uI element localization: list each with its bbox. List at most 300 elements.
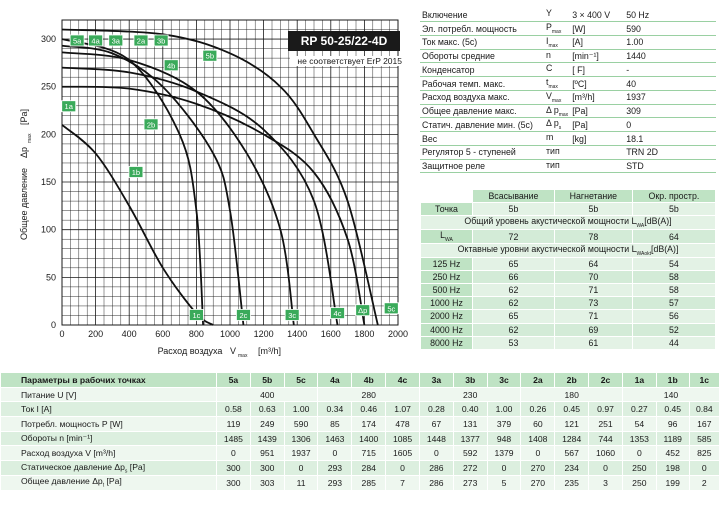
point-tag-text: 5b bbox=[205, 51, 215, 61]
spec-symbol bbox=[544, 77, 570, 91]
ops-cell: 1284 bbox=[555, 431, 589, 446]
ops-row-label bbox=[1, 461, 217, 476]
spec-symbol bbox=[544, 104, 570, 118]
ops-cell: 3 bbox=[589, 475, 623, 490]
x-axis-symbol-sub: max bbox=[238, 353, 248, 359]
x-axis-label: Расход воздуха bbox=[157, 346, 223, 356]
ops-cell: 0 bbox=[217, 446, 251, 461]
ops-cell: 0.63 bbox=[250, 402, 284, 417]
spec-value: 50 Hz bbox=[624, 8, 716, 22]
spec-unit: [Pa] bbox=[570, 104, 624, 118]
x-tick-label: 0 bbox=[59, 329, 65, 339]
spec-symbol-text: C bbox=[546, 63, 553, 74]
acoustic-point-label: Точка bbox=[421, 203, 473, 216]
spec-label: Рабочая темп. макс. bbox=[420, 77, 544, 91]
x-tick-label: 1400 bbox=[287, 329, 308, 339]
acoustic-band-value: 65 bbox=[473, 257, 555, 270]
spec-value: 18.1 bbox=[624, 132, 716, 146]
acoustic-band-value: 70 bbox=[554, 270, 632, 283]
x-tick-label: 2000 bbox=[387, 329, 409, 339]
spec-symbol-sub: max bbox=[551, 97, 562, 104]
x-tick-label: 1600 bbox=[320, 329, 341, 339]
spec-symbol-text: тип bbox=[546, 145, 560, 156]
spec-row bbox=[420, 35, 716, 49]
x-axis-unit: [m³/h] bbox=[258, 346, 282, 356]
x-tick-label: 1000 bbox=[219, 329, 241, 339]
ops-row-label bbox=[1, 402, 217, 417]
acoustic-band-value: 62 bbox=[473, 297, 555, 310]
acoustic-band-value: 65 bbox=[473, 310, 555, 323]
spec-label: Расход воздуха макс. bbox=[420, 90, 544, 104]
ops-data-row bbox=[1, 461, 720, 476]
ops-cell: 1485 bbox=[217, 431, 251, 446]
acoustic-total-title-text: Общий уровень акустической мощности L bbox=[464, 216, 637, 227]
ops-point-header: 4a bbox=[318, 373, 352, 388]
ops-data-row bbox=[1, 431, 720, 446]
point-tag-text: 2b bbox=[146, 120, 156, 130]
ops-cell: 1.00 bbox=[487, 402, 521, 417]
x-tick-label: 400 bbox=[121, 329, 137, 339]
ops-cell: 744 bbox=[589, 431, 623, 446]
spec-row bbox=[420, 22, 716, 36]
acoustic-col-header: Нагнетание bbox=[554, 190, 632, 203]
y-tick-label: 150 bbox=[40, 177, 56, 188]
spec-row bbox=[420, 77, 716, 91]
ops-cell: 0.28 bbox=[419, 402, 453, 417]
acoustic-point-value: 5b bbox=[554, 203, 632, 216]
acoustic-total-label-text: L bbox=[440, 230, 446, 241]
ops-row-label-sub: s bbox=[124, 468, 128, 475]
spec-row bbox=[420, 118, 716, 132]
ops-row-label-unit: [Pa] bbox=[104, 476, 122, 487]
spec-symbol bbox=[544, 159, 570, 173]
spec-unit: [A] bbox=[570, 35, 624, 49]
ops-row-label-text: Обороты n [min⁻¹] bbox=[21, 433, 93, 444]
ops-point-header: 2a bbox=[521, 373, 555, 388]
ops-cell: 478 bbox=[386, 417, 420, 432]
spec-value: STD bbox=[624, 159, 716, 173]
ops-point-header: 3a bbox=[419, 373, 453, 388]
ops-cell: 0.45 bbox=[656, 402, 689, 417]
spec-unit: [Pa] bbox=[570, 118, 624, 132]
spec-symbol bbox=[544, 90, 570, 104]
acoustic-total-title-unit: [dB(A)] bbox=[644, 216, 672, 227]
ops-cell: 293 bbox=[318, 475, 352, 490]
spec-label: Ток макс. (5с) bbox=[420, 35, 544, 49]
ops-cell: 1060 bbox=[589, 446, 623, 461]
ops-cell: 590 bbox=[284, 417, 318, 432]
acoustic-band-value: 73 bbox=[554, 297, 632, 310]
x-tick-label: 600 bbox=[155, 329, 171, 339]
acoustic-band-row bbox=[421, 323, 716, 336]
spec-unit: [W] bbox=[570, 22, 624, 36]
ops-cell: 270 bbox=[521, 461, 555, 476]
acoustic-corner bbox=[421, 190, 473, 203]
ops-cell: 0.26 bbox=[521, 402, 555, 417]
spec-row bbox=[420, 90, 716, 104]
acoustic-band-value: 62 bbox=[473, 323, 555, 336]
spec-label: Конденсатор bbox=[420, 63, 544, 77]
point-tag-text: 3b bbox=[156, 36, 166, 46]
spec-value: 0 bbox=[624, 118, 716, 132]
ops-cell: 951 bbox=[250, 446, 284, 461]
ops-point-header: 5b bbox=[250, 373, 284, 388]
acoustic-band-freq: 2000 Hz bbox=[421, 310, 473, 323]
spec-value: 1.00 bbox=[624, 35, 716, 49]
ops-cell: 0.27 bbox=[622, 402, 656, 417]
spec-label: Регулятор 5 - ступеней bbox=[420, 145, 544, 159]
ops-cell: 60 bbox=[521, 417, 555, 432]
acoustic-total-title-row bbox=[421, 216, 716, 230]
spec-value: 40 bbox=[624, 77, 716, 91]
acoustic-table bbox=[420, 189, 716, 350]
ops-cell: 0.34 bbox=[318, 402, 352, 417]
spec-row bbox=[420, 132, 716, 146]
acoustic-total-row bbox=[421, 230, 716, 244]
point-tag-text: 5c bbox=[387, 304, 396, 314]
ops-row-label-sub: t bbox=[102, 483, 105, 490]
ops-point-header: 1a bbox=[622, 373, 656, 388]
acoustic-band-value: 57 bbox=[632, 297, 715, 310]
performance-chart bbox=[0, 0, 420, 370]
y-tick-label: 200 bbox=[40, 129, 56, 140]
ops-cell: 234 bbox=[555, 461, 589, 476]
ops-row-label-text: Статическое давление Δp bbox=[21, 461, 125, 472]
x-tick-label: 200 bbox=[88, 329, 104, 339]
spec-unit: [ F] bbox=[570, 63, 624, 77]
spec-value: 1440 bbox=[624, 49, 716, 63]
spec-unit: [kg] bbox=[570, 132, 624, 146]
ops-cell: 0 bbox=[487, 461, 521, 476]
spec-symbol-sub: max bbox=[548, 42, 558, 49]
y-tick-label: 0 bbox=[50, 320, 56, 330]
acoustic-header-row bbox=[421, 190, 716, 203]
spec-unit: [ºC] bbox=[570, 77, 624, 91]
ops-point-header: 5c bbox=[284, 373, 318, 388]
spec-label: Вес bbox=[420, 132, 544, 146]
acoustic-band-value: 58 bbox=[632, 284, 715, 297]
spec-label: Защитное реле bbox=[420, 159, 544, 173]
ops-cell: 272 bbox=[453, 461, 487, 476]
ops-voltage-value: 280 bbox=[318, 387, 419, 402]
point-tag-text: 4c bbox=[333, 309, 342, 319]
acoustic-band-value: 54 bbox=[632, 257, 715, 270]
ops-cell: 250 bbox=[622, 461, 656, 476]
ops-cell: 0 bbox=[386, 461, 420, 476]
ops-cell: 1400 bbox=[352, 431, 386, 446]
acoustic-octave-title bbox=[421, 243, 716, 257]
point-tag-text: 1a bbox=[64, 102, 73, 112]
ops-point-header: 2c bbox=[589, 373, 623, 388]
acoustic-band-value: 66 bbox=[473, 270, 555, 283]
ops-row-label bbox=[1, 417, 217, 432]
ops-row-label-text: Общее давление Δp bbox=[21, 476, 103, 487]
acoustic-band-freq: 250 Hz bbox=[421, 270, 473, 283]
spec-label: Общее давление макс. bbox=[420, 104, 544, 118]
ops-point-header: 3c bbox=[487, 373, 521, 388]
ops-cell: 11 bbox=[284, 475, 318, 490]
acoustic-total-title bbox=[421, 216, 716, 230]
ops-cell: 96 bbox=[656, 417, 689, 432]
spec-unit: 3 × 400 V bbox=[570, 8, 624, 22]
ops-cell: 0.58 bbox=[217, 402, 251, 417]
acoustic-point-value: 5b bbox=[632, 203, 715, 216]
ops-cell: 585 bbox=[689, 431, 719, 446]
point-tag-text: 3a bbox=[111, 36, 120, 46]
ops-row-label-text: Потребл. мощность P [W] bbox=[21, 418, 123, 429]
point-tag-text: 1b bbox=[131, 168, 141, 177]
spec-symbol-text: Δ p bbox=[546, 104, 559, 115]
spec-value: - bbox=[624, 63, 716, 77]
spec-symbol bbox=[544, 118, 570, 132]
ops-cell: 0 bbox=[284, 461, 318, 476]
spec-row bbox=[420, 104, 716, 118]
x-tick-label: 1800 bbox=[354, 329, 375, 339]
ops-cell: 270 bbox=[521, 475, 555, 490]
acoustic-point-row bbox=[421, 203, 716, 216]
spec-row bbox=[420, 8, 716, 22]
spec-symbol-text: t bbox=[546, 77, 549, 88]
x-tick-label: 800 bbox=[188, 329, 204, 339]
ops-point-header: 4c bbox=[386, 373, 420, 388]
y-axis-unit: [Pa] bbox=[19, 108, 29, 125]
spec-value: TRN 2D bbox=[624, 145, 716, 159]
y-tick-label: 250 bbox=[40, 81, 56, 92]
ops-cell: 379 bbox=[487, 417, 521, 432]
ops-cell: 0.46 bbox=[352, 402, 386, 417]
ops-voltage-value: 180 bbox=[521, 387, 622, 402]
spec-value: 1937 bbox=[624, 90, 716, 104]
ops-point-header: 4b bbox=[352, 373, 386, 388]
operating-points-table bbox=[0, 372, 720, 491]
ops-cell: 0 bbox=[689, 461, 719, 476]
spec-symbol-sub: max bbox=[551, 28, 562, 35]
ops-voltage-row bbox=[1, 387, 720, 402]
y-axis-label: Общее давление bbox=[19, 167, 29, 240]
spec-unit bbox=[570, 145, 624, 159]
spec-row bbox=[420, 145, 716, 159]
ops-cell: 0.45 bbox=[555, 402, 589, 417]
ops-voltage-value: 140 bbox=[622, 387, 719, 402]
ops-cell: 1439 bbox=[250, 431, 284, 446]
ops-row-label bbox=[1, 475, 217, 490]
ops-row-label-text: Расход воздуха V [m³/h] bbox=[21, 448, 116, 459]
acoustic-band-row bbox=[421, 284, 716, 297]
acoustic-band-freq: 500 Hz bbox=[421, 284, 473, 297]
ops-cell: 286 bbox=[419, 475, 453, 490]
x-axis-symbol: V bbox=[230, 346, 237, 356]
ops-cell: 293 bbox=[318, 461, 352, 476]
ops-cell: 273 bbox=[453, 475, 487, 490]
acoustic-band-value: 64 bbox=[554, 257, 632, 270]
ops-cell: 1.00 bbox=[284, 402, 318, 417]
y-axis-symbol-sub: max bbox=[27, 133, 33, 143]
spec-row bbox=[420, 63, 716, 77]
ops-cell: 1085 bbox=[386, 431, 420, 446]
ops-point-header: 3b bbox=[453, 373, 487, 388]
y-tick-label: 300 bbox=[40, 34, 56, 45]
spec-symbol bbox=[544, 22, 570, 36]
acoustic-band-row bbox=[421, 270, 716, 283]
x-tick-label: 1200 bbox=[253, 329, 274, 339]
acoustic-col-header: Окр. простр. bbox=[632, 190, 715, 203]
point-tag-text: 4a bbox=[91, 36, 100, 46]
spec-label: Обороты средние bbox=[420, 49, 544, 63]
spec-unit: [m³/h] bbox=[570, 90, 624, 104]
ops-row-label bbox=[1, 431, 217, 446]
point-tag-text: Δp bbox=[358, 306, 368, 316]
ops-data-row bbox=[1, 475, 720, 490]
acoustic-band-value: 71 bbox=[554, 310, 632, 323]
spec-symbol-text: V bbox=[546, 90, 552, 101]
ops-cell: 300 bbox=[217, 475, 251, 490]
ops-cell: 54 bbox=[622, 417, 656, 432]
spec-symbol bbox=[544, 35, 570, 49]
point-tag-text: 4b bbox=[167, 61, 176, 71]
ops-cell: 825 bbox=[689, 446, 719, 461]
acoustic-band-value: 69 bbox=[554, 323, 632, 336]
ops-cell: 284 bbox=[352, 461, 386, 476]
acoustic-point-value: 5b bbox=[473, 203, 555, 216]
spec-label: Эл. потребл. мощность bbox=[420, 22, 544, 36]
ops-cell: 300 bbox=[217, 461, 251, 476]
spec-symbol bbox=[544, 63, 570, 77]
spec-value: 309 bbox=[624, 104, 716, 118]
acoustic-octave-title-unit: [dB(A)] bbox=[651, 243, 679, 254]
ops-cell: 1448 bbox=[419, 431, 453, 446]
ops-voltage-value: 400 bbox=[217, 387, 318, 402]
y-axis-symbol: Δp bbox=[19, 146, 29, 158]
ops-cell: 85 bbox=[318, 417, 352, 432]
point-tag-text: 5a bbox=[72, 36, 82, 46]
model-title: RP 50-25/22-4D bbox=[288, 31, 400, 51]
ops-data-row bbox=[1, 446, 720, 461]
ops-point-header: 5a bbox=[217, 373, 251, 388]
spec-symbol-sub: max bbox=[558, 111, 569, 118]
y-tick-label: 100 bbox=[40, 224, 56, 235]
spec-symbol-text: m bbox=[546, 132, 554, 143]
point-tag-text: 2c bbox=[239, 310, 248, 320]
spec-symbol bbox=[544, 49, 570, 63]
ops-cell: 1937 bbox=[284, 446, 318, 461]
ops-cell: 452 bbox=[656, 446, 689, 461]
ops-row-label-text: Ток I [A] bbox=[21, 404, 52, 415]
ops-voltage-label: Питание U [V] bbox=[1, 387, 217, 402]
spec-label: Статич. давление мин. (5с) bbox=[420, 118, 544, 132]
ops-point-header: 2b bbox=[555, 373, 589, 388]
acoustic-band-freq: 4000 Hz bbox=[421, 323, 473, 336]
ops-cell: 1408 bbox=[521, 431, 555, 446]
ops-cell: 1463 bbox=[318, 431, 352, 446]
ops-data-row bbox=[1, 402, 720, 417]
ops-cell: 7 bbox=[386, 475, 420, 490]
ops-cell: 285 bbox=[352, 475, 386, 490]
spec-row bbox=[420, 159, 716, 173]
ops-cell: 1306 bbox=[284, 431, 318, 446]
ops-header-label: Параметры в рабочих точках bbox=[1, 373, 217, 388]
ops-cell: 0 bbox=[589, 461, 623, 476]
ops-cell: 250 bbox=[622, 475, 656, 490]
spec-symbol bbox=[544, 132, 570, 146]
erp-note: не соответствует ErP 2015 bbox=[290, 56, 402, 66]
spec-symbol bbox=[544, 145, 570, 159]
acoustic-band-value: 71 bbox=[554, 284, 632, 297]
ops-cell: 948 bbox=[487, 431, 521, 446]
spec-row bbox=[420, 49, 716, 63]
ops-cell: 0 bbox=[622, 446, 656, 461]
ops-cell: 1605 bbox=[386, 446, 420, 461]
point-tag-text: 1c bbox=[192, 310, 201, 320]
spec-symbol-text: Δ p bbox=[546, 118, 559, 129]
acoustic-total-label bbox=[421, 230, 473, 244]
acoustic-total-label-sub: WA bbox=[445, 236, 453, 243]
ops-cell: 567 bbox=[555, 446, 589, 461]
acoustic-band-value: 62 bbox=[473, 284, 555, 297]
acoustic-total-value: 72 bbox=[473, 230, 555, 244]
ops-cell: 251 bbox=[589, 417, 623, 432]
ops-cell: 131 bbox=[453, 417, 487, 432]
spec-table bbox=[420, 8, 716, 173]
ops-cell: 121 bbox=[555, 417, 589, 432]
ops-cell: 1377 bbox=[453, 431, 487, 446]
ops-cell: 303 bbox=[250, 475, 284, 490]
ops-cell: 0.97 bbox=[589, 402, 623, 417]
y-tick-label: 50 bbox=[45, 272, 56, 283]
acoustic-band-freq: 8000 Hz bbox=[421, 336, 473, 349]
acoustic-band-value: 52 bbox=[632, 323, 715, 336]
ops-cell: 235 bbox=[555, 475, 589, 490]
spec-symbol-sub: max bbox=[548, 83, 558, 90]
ops-cell: 2 bbox=[689, 475, 719, 490]
ops-cell: 286 bbox=[419, 461, 453, 476]
ops-cell: 715 bbox=[352, 446, 386, 461]
spec-symbol-text: I bbox=[546, 35, 549, 46]
ops-cell: 592 bbox=[453, 446, 487, 461]
acoustic-band-value: 44 bbox=[632, 336, 715, 349]
ops-point-header: 1b bbox=[656, 373, 689, 388]
ops-cell: 0.84 bbox=[689, 402, 719, 417]
ops-cell: 199 bbox=[656, 475, 689, 490]
acoustic-octave-title-text: Октавные уровни акустической мощности L bbox=[457, 243, 637, 254]
ops-cell: 1353 bbox=[622, 431, 656, 446]
spec-unit bbox=[570, 159, 624, 173]
acoustic-band-row bbox=[421, 310, 716, 323]
ops-voltage-value: 230 bbox=[419, 387, 520, 402]
acoustic-total-title-sub: WA bbox=[636, 223, 645, 230]
ops-cell: 0 bbox=[318, 446, 352, 461]
acoustic-band-row bbox=[421, 336, 716, 349]
ops-cell: 300 bbox=[250, 461, 284, 476]
spec-value: 590 bbox=[624, 22, 716, 36]
ops-cell: 167 bbox=[689, 417, 719, 432]
ops-cell: 0 bbox=[419, 446, 453, 461]
acoustic-octave-title-row bbox=[421, 243, 716, 257]
ops-cell: 1.07 bbox=[386, 402, 420, 417]
point-tag-text: 3c bbox=[288, 310, 297, 320]
acoustic-band-row bbox=[421, 297, 716, 310]
acoustic-band-row bbox=[421, 257, 716, 270]
ops-cell: 174 bbox=[352, 417, 386, 432]
ops-header-row bbox=[1, 373, 720, 388]
spec-symbol-text: Y bbox=[546, 8, 552, 19]
acoustic-octave-title-sub: WAokt bbox=[636, 250, 652, 257]
acoustic-band-value: 53 bbox=[473, 336, 555, 349]
spec-label: Включение bbox=[420, 8, 544, 22]
ops-cell: 67 bbox=[419, 417, 453, 432]
spec-symbol-text: n bbox=[546, 49, 551, 60]
ops-cell: 249 bbox=[250, 417, 284, 432]
ops-cell: 0.40 bbox=[453, 402, 487, 417]
